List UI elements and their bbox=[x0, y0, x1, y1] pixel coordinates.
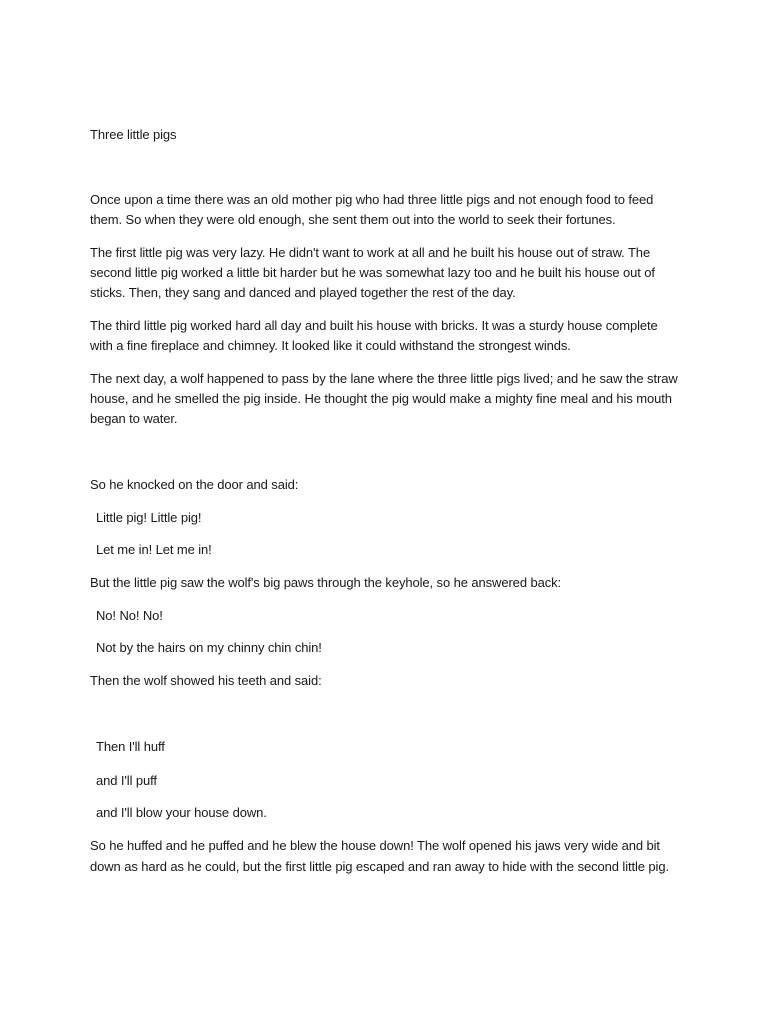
text-line: house, and he smelled the pig inside. He thought the pig would make a mighty fine meal and his mouth bbox=[90, 391, 672, 406]
text-line: The third little pig worked hard all day and built his house with bricks. It was a sturdy house complete bbox=[90, 318, 658, 333]
text-line: with a fine fireplace and chimney. It looked like it could withstand the strongest winds. bbox=[90, 338, 571, 353]
verse-line: Then I'll huff bbox=[96, 739, 165, 754]
text-line: second little pig worked a little bit harder but he was somewhat lazy too and he built his house out of bbox=[90, 265, 655, 280]
text-line: So he huffed and he puffed and he blew the house down! The wolf opened his jaws very wide and bit bbox=[90, 838, 660, 853]
text-line: down as hard as he could, but the first little pig escaped and ran away to hide with the second little pig. bbox=[90, 859, 669, 874]
verse-line: and I'll puff bbox=[96, 773, 157, 788]
verse-line: and I'll blow your house down. bbox=[96, 805, 267, 820]
text-line: But the little pig saw the wolf's big paws through the keyhole, so he answered back: bbox=[90, 575, 562, 590]
text-line: So he knocked on the door and said: bbox=[90, 477, 299, 492]
verse-line: Let me in! Let me in! bbox=[96, 542, 212, 557]
text-line: began to water. bbox=[90, 411, 178, 426]
verse-line: Little pig! Little pig! bbox=[96, 510, 202, 525]
verse-line: No! No! No! bbox=[96, 608, 163, 623]
text-line: The first little pig was very lazy. He didn't want to work at all and he built his house out of straw. The bbox=[90, 245, 651, 260]
text-line: Once upon a time there was an old mother pig who had three little pigs and not enough food to feed bbox=[90, 192, 654, 207]
text-line: sticks. Then, they sang and danced and played together the rest of the day. bbox=[90, 285, 516, 300]
text-line: Then the wolf showed his teeth and said: bbox=[90, 673, 322, 688]
verse-line: Not by the hairs on my chinny chin chin! bbox=[96, 640, 322, 655]
document-title: Three little pigs bbox=[90, 127, 177, 142]
text-line: them. So when they were old enough, she sent them out into the world to seek their fortunes. bbox=[90, 212, 616, 227]
text-line: The next day, a wolf happened to pass by the lane where the three little pigs lived; and he saw the straw bbox=[90, 371, 678, 386]
